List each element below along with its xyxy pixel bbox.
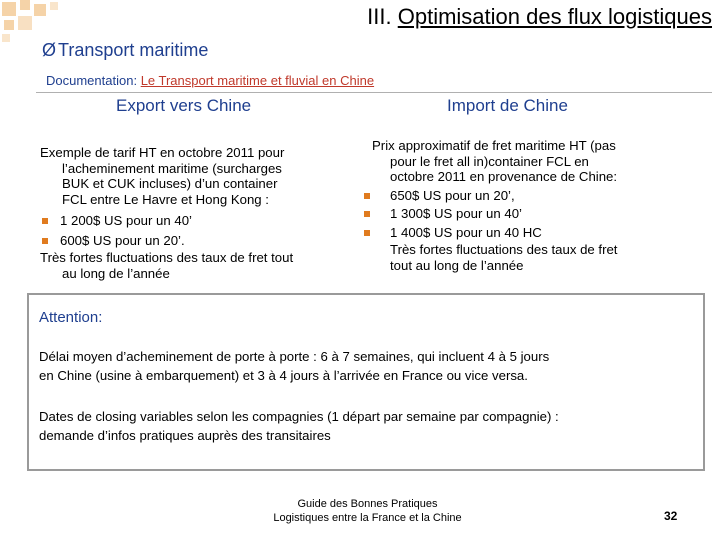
bullet-square-icon bbox=[364, 211, 370, 217]
import-item: 650$ US pour un 20’, bbox=[362, 188, 702, 204]
bullet-square-icon bbox=[42, 218, 48, 224]
import-heading: Import de Chine bbox=[447, 96, 568, 115]
export-item: 600$ US pour un 20’. bbox=[40, 233, 360, 249]
import-intro-line: Prix approximatif de fret maritime HT (pas bbox=[372, 138, 616, 153]
import-column bbox=[362, 138, 702, 273]
documentation-link[interactable]: Le Transport maritime et fluvial en Chine bbox=[140, 73, 375, 88]
export-intro-line: l’acheminement maritime (surcharges bbox=[62, 160, 282, 176]
footer-line: Logistiques entre la France et la Chine bbox=[273, 512, 462, 524]
attention-title: Attention: bbox=[39, 309, 103, 326]
arrow-bullet-icon: Ø bbox=[42, 40, 57, 60]
bullet-square-icon bbox=[42, 238, 48, 244]
export-intro-line: BUK et CUK incluses) d’un container bbox=[62, 176, 278, 191]
topic-label: Transport maritime bbox=[58, 40, 209, 60]
import-item: 1 300$ US pour un 40’ bbox=[362, 206, 702, 222]
import-item: 1 400$ US pour un 40 HC bbox=[362, 225, 702, 241]
import-closing-line: tout au long de l’année bbox=[390, 257, 524, 273]
import-intro-line: octobre 2011 en provenance de Chine: bbox=[390, 169, 618, 184]
page-title bbox=[367, 4, 712, 30]
attention-paragraph-1: Délai moyen d’acheminement de porte à porte : 6 à 7 semaines, qui incluent 4 à 5 jours en Chine (usine à embarquement) et 3 à 4 jours à l’arrivée en France ou vice versa. bbox=[39, 349, 550, 383]
export-column bbox=[40, 145, 360, 281]
export-intro-line: FCL entre Le Havre et Hong Kong : bbox=[62, 191, 269, 207]
export-intro-line: Exemple de tarif HT en octobre 2011 pour bbox=[40, 145, 285, 160]
documentation-label: Documentation: bbox=[46, 73, 138, 88]
footer-line: Guide des Bonnes Pratiques bbox=[297, 498, 438, 510]
import-intro-line: pour le fret all in)container FCL en bbox=[390, 153, 589, 169]
bullet-square-icon bbox=[364, 230, 370, 236]
divider bbox=[36, 92, 712, 93]
footer bbox=[260, 497, 475, 525]
export-closing-line: Très fortes fluctuations des taux de fret tout bbox=[40, 250, 294, 265]
section-number: III. bbox=[367, 4, 392, 29]
topic-bullet bbox=[42, 40, 208, 61]
export-item: 1 200$ US pour un 40’ bbox=[40, 213, 360, 229]
documentation-line bbox=[46, 73, 374, 88]
attention-paragraph-2: Dates de closing variables selon les compagnies (1 départ par semaine par compagnie) : demande d’infos pratiques auprès des transitaires bbox=[39, 409, 559, 443]
attention-box bbox=[27, 293, 705, 471]
page-number: 32 bbox=[664, 509, 678, 523]
import-closing-line: Très fortes fluctuations des taux de fret bbox=[390, 242, 618, 257]
export-closing-line: au long de l’année bbox=[62, 265, 170, 281]
section-title: Optimisation des flux logistiques bbox=[397, 4, 712, 29]
bullet-square-icon bbox=[364, 193, 370, 199]
export-heading: Export vers Chine bbox=[116, 96, 252, 115]
